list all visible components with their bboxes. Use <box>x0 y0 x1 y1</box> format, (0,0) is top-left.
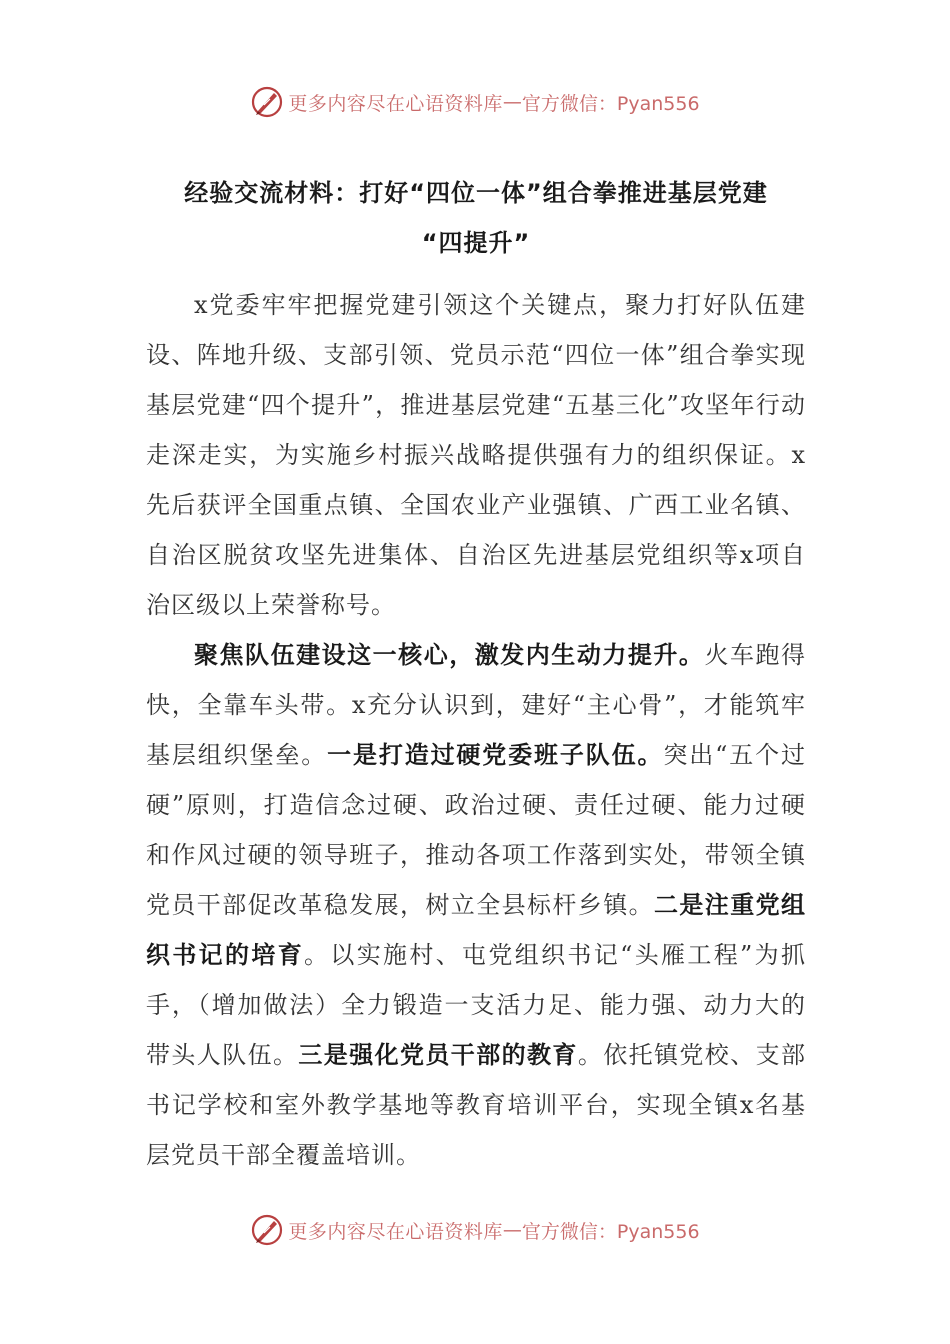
banner-separator: — <box>502 1219 522 1241</box>
banner-separator: — <box>502 91 522 113</box>
banner-wechat: 官方微信：Pyan556 <box>521 92 700 115</box>
section-heading: 聚焦队伍建设这一核心，激发内生动力提升。 <box>194 641 705 669</box>
paragraph-text: x党委牢牢把握党建引领这个关键点，聚力打好队伍建设、阵地升级、支部引领、党员示范“四位一体”组合拳实现基层党建“四个提升”，推进基层党建“五基三化”攻坚年行动走深走实，为实施乡村振兴战略提供强有力的组织保证。x先后获评全国重点镇、全国农业产业强镇、广西工业名镇、自治区脱贫攻坚先进集体、自治区先进基层党组织等x项自治区级以上荣誉称号。 <box>146 291 806 619</box>
quill-logo-icon <box>250 85 284 119</box>
paragraph-text: 突出“五个过硬”原则，打造信念过硬、政治过硬、责任过硬、能力过硬和作风过硬的领导班子，推动各项工作落到实处，带领全镇党员干部促改革稳发展，树立全县标杆乡镇。 <box>146 741 807 919</box>
paragraph-team-building <box>146 630 806 1180</box>
footer-banner <box>0 1210 950 1250</box>
banner-wechat: 官方微信：Pyan556 <box>521 1220 700 1243</box>
paragraph-intro <box>146 280 806 630</box>
point-one-heading: 一是打造过硬党委班子队伍。 <box>327 741 664 769</box>
point-three-heading: 三是强化党员干部的教育 <box>298 1041 578 1069</box>
banner-text: 更多内容尽在心语资料库 <box>288 1220 503 1243</box>
paragraph-text: 。以实施村、屯党组织书记“头雁工程”为抓手，（增加做法）全力锻造一支活力足、能力强、动力大的带头人队伍。 <box>146 941 806 1069</box>
quill-logo-icon <box>250 1213 284 1247</box>
title-line-1: 经验交流材料：打好“四位一体”组合拳推进基层党建 <box>184 179 768 207</box>
paragraph-text: 。依托镇党校、支部书记学校和室外教学基地等教育培训平台，实现全镇x名基层党员干部全覆盖培训。 <box>146 1041 807 1169</box>
banner-text: 更多内容尽在心语资料库 <box>288 92 503 115</box>
point-two-heading: 二是注重党组织书记的培育 <box>146 891 806 969</box>
title-line-2: “四提升” <box>421 229 531 257</box>
header-banner <box>0 82 950 122</box>
paragraph-text: 火车跑得快，全靠车头带。x充分认识到，建好“主心骨”，才能筑牢基层组织堡垒。 <box>146 641 807 769</box>
document-body <box>146 280 806 1180</box>
document-title <box>146 168 806 268</box>
